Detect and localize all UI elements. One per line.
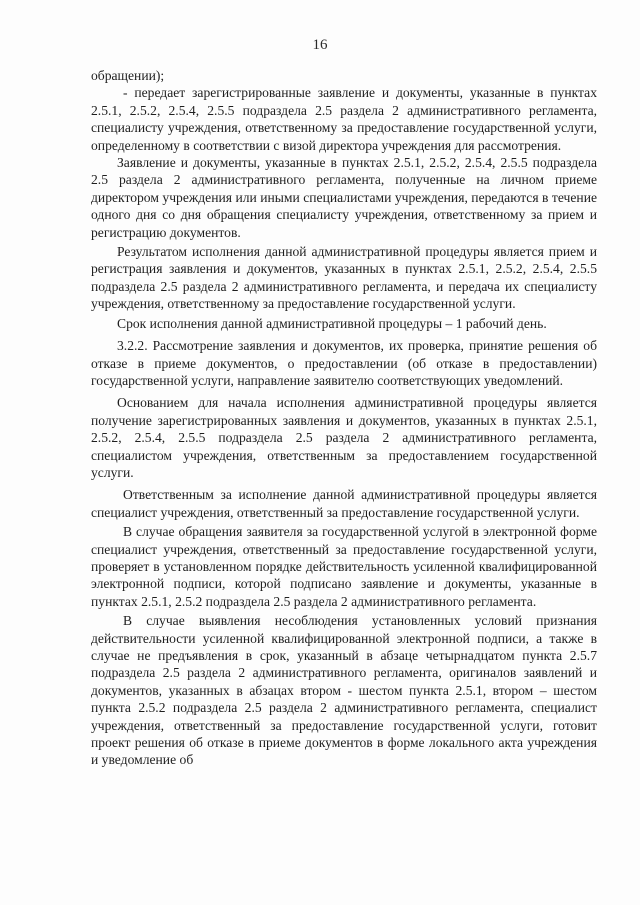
paragraph-responsible: Ответственным за исполнение данной административной процедуры является специалист учреждения, ответственный за предоставление государственной услуги. — [91, 487, 597, 520]
paragraph-basis: Основанием для начала исполнения административной процедуры является получение зарегистрированных заявления и документов, указанных в пунктах 2.5.1, 2.5.2, 2.5.4, 2.5.5 подраздела 2.5 раздела 2 административного регламента, специалистом учреждения, ответственным за предоставлением государственной услуги. — [91, 395, 597, 480]
paragraph-continuation: обращении); — [91, 68, 165, 83]
document-body — [91, 67, 597, 769]
paragraph-deadline: Срок исполнения данной административной процедуры – 1 рабочий день. — [117, 315, 547, 331]
paragraph-result: Результатом исполнения данной административной процедуры является прием и регистрация заявления и документов, указанных в пунктах 2.5.1, 2.5.2, 2.5.4, 2.5.5 подраздела 2.5 раздела 2 административного регламента, и передача их специалисту учреждения, ответственному за предоставление государственной услуги. — [91, 244, 597, 312]
paragraph-electronic-form: В случае обращения заявителя за государственной услугой в электронной форме специалист учреждения, ответственный за предоставление государственной услуги, проверяет в установленном порядке действительность усиленной квалифицированной электронной подписи, которой подписано заявление и документы, указанные в пунктах 2.5.1, 2.5.2 подраздела 2.5 раздела 2 административного регламента. — [91, 524, 597, 609]
paragraph-signature-check: В случае выявления несоблюдения установленных условий признания действительности усиленной квалифицированной электронной подписи, а также в случае не предъявления в срок, указанный в абзаце четырнадцатом пункта 2.5.7 подраздела 2.5 раздела 2 административного регламента, оригиналов заявлений и документов, указанных в абзацах втором - шестом пункта 2.5.1, втором – шестом пункта 2.5.2 подраздела 2.5 раздела 2 административного регламента, специалист учреждения, ответственный за предоставление государственной услуги, готовит проект решения об отказе в приеме документов в форме локального акта учреждения и уведомление об — [91, 613, 597, 768]
paragraph-personal-reception: Заявление и документы, указанные в пунктах 2.5.1, 2.5.2, 2.5.4, 2.5.5 подраздела 2.5 раздела 2 административного регламента, полученные на личном приеме директором учреждения или иными специалистами учреждения, передаются в течение одного дня со дня обращения специалисту учреждения, ответственному за прием и регистрацию документов. — [91, 155, 597, 240]
section-heading-3-2-2: 3.2.2. Рассмотрение заявления и документов, их проверка, принятие решения об отказе в приеме документов, о предоставлении (об отказе в предоставлении) государственной услуги, направление заявителю соответствующих уведомлений. — [91, 338, 597, 388]
paragraph-transfer-documents: - передает зарегистрированные заявление и документы, указанные в пунктах 2.5.1, 2.5.2, 2.5.4, 2.5.5 подраздела 2.5 раздела 2 административного регламента, специалисту учреждения, ответственному за предоставление государственной услуги, определенному в соответствии с визой директора учреждения для рассмотрения. — [91, 85, 597, 153]
page-number: 16 — [312, 37, 328, 53]
